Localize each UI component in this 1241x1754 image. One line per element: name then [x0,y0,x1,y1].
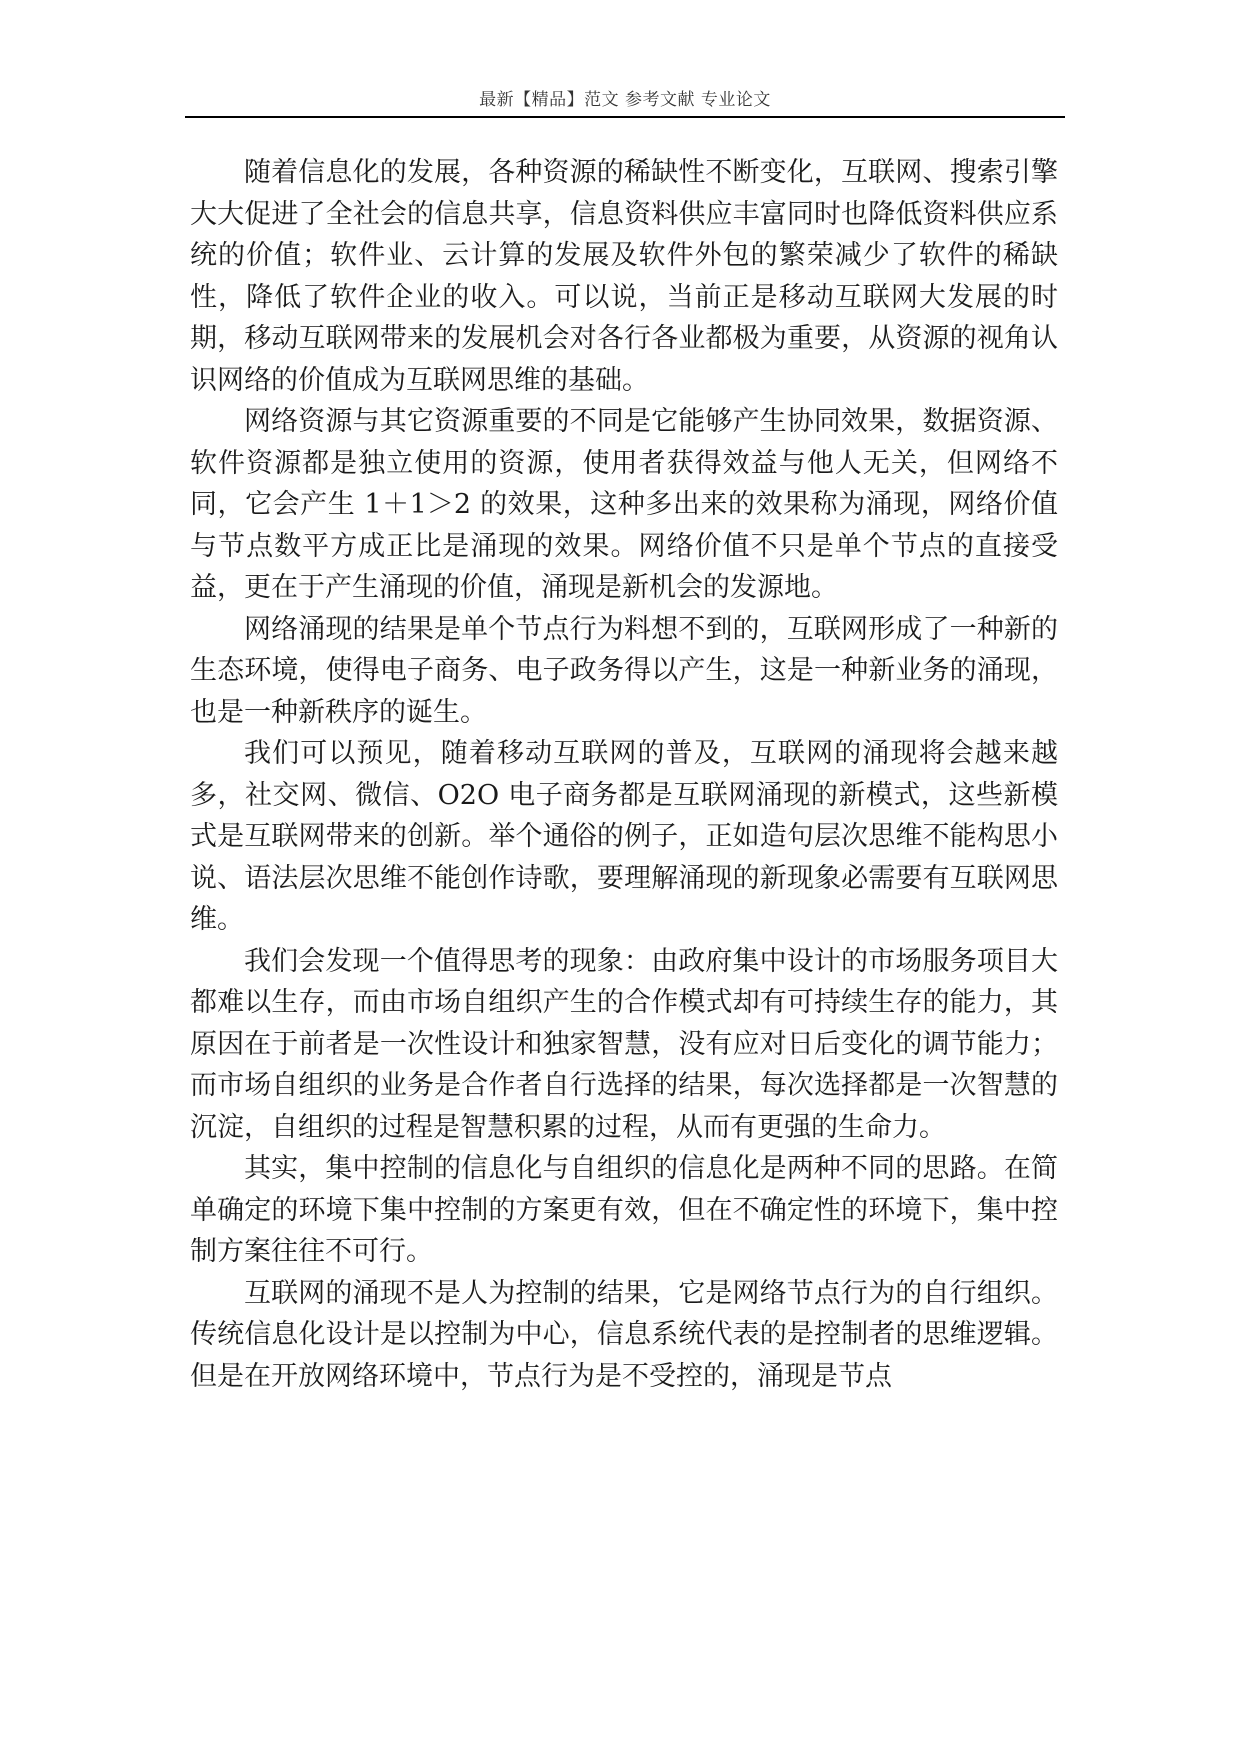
paragraph: 网络涌现的结果是单个节点行为料想不到的，互联网形成了一种新的生态环境，使得电子商务、电子政务得以产生，这是一种新业务的涌现，也是一种新秩序的诞生。 [190,613,1058,728]
header-text: 最新【精品】范文 参考文献 专业论文 [479,90,771,110]
page-header [185,84,1065,118]
paragraph: 随着信息化的发展，各种资源的稀缺性不断变化，互联网、搜索引擎大大促进了全社会的信息共享，信息资料供应丰富同时也降低资料供应系统的价值；软件业、云计算的发展及软件外包的繁荣减少了软件的稀缺性，降低了软件企业的收入。可以说，当前正是移动互联网大发展的时期，移动互联网带来的发展机会对各行各业都极为重要，从资源的视角认识网络的价值成为互联网思维的基础。 [190,157,1058,396]
paragraph: 其实，集中控制的信息化与自组织的信息化是两种不同的思路。在简单确定的环境下集中控制的方案更有效，但在不确定性的环境下，集中控制方案往往不可行。 [190,1153,1058,1267]
paragraph: 网络资源与其它资源重要的不同是它能够产生协同效果，数据资源、软件资源都是独立使用的资源，使用者获得效益与他人无关，但网络不同，它会产生 1＋1＞2 的效果，这种多出来的效果称为涌现，网络价值与节点数平方成正比是涌现的效果。网络价值不只是单个节点的直接受益，更在于产生涌现的价值，涌现是新机会的发源地。 [190,406,1058,603]
paragraph: 互联网的涌现不是人为控制的结果，它是网络节点行为的自行组织。传统信息化设计是以控制为中心，信息系统代表的是控制者的思维逻辑。但是在开放网络环境中，节点行为是不受控的，涌现是节点 [190,1277,1058,1392]
paragraph: 我们会发现一个值得思考的现象：由政府集中设计的市场服务项目大都难以生存，而由市场自组织产生的合作模式却有可持续生存的能力，其原因在于前者是一次性设计和独家智慧，没有应对日后变化的调节能力；而市场自组织的业务是合作者自行选择的结果，每次选择都是一次智慧的沉淀，自组织的过程是智慧积累的过程，从而有更强的生命力。 [190,945,1058,1143]
document-body [190,152,1058,1397]
paragraph: 我们可以预见，随着移动互联网的普及，互联网的涌现将会越来越多，社交网、微信、O2O 电子商务都是互联网涌现的新模式，这些新模式是互联网带来的创新。举个通俗的例子，正如造句层次思维不能构思小说、语法层次思维不能创作诗歌，要理解涌现的新现象必需要有互联网思维。 [190,738,1058,935]
